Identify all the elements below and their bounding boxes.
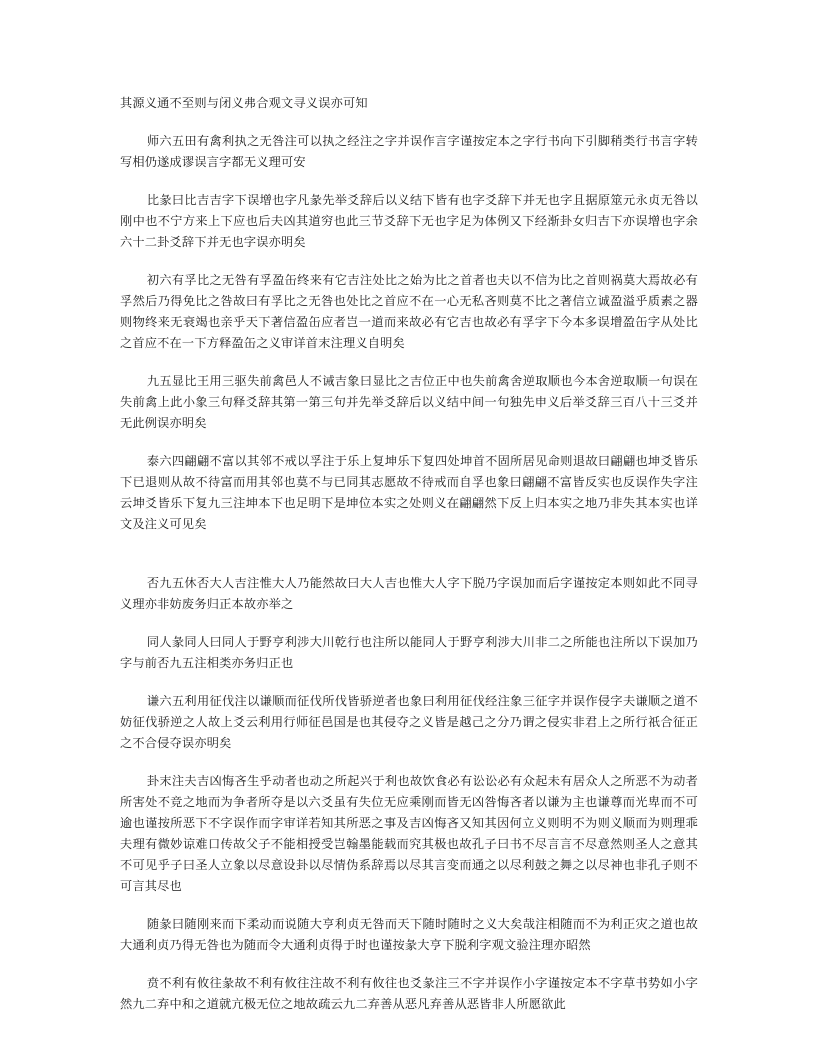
paragraph-11: 随彖曰随刚来而下柔动而说随大亨利贞无咎而天下随时随时之义大矣哉注相随而不为利正灾之道也故大通利贞乃得无咎也为随而令大通利贞得于时也谨按彖大亨下脱利字观文验注理亦昭然 bbox=[120, 917, 698, 952]
paragraph-5: 九五显比王用三驱失前禽邑人不诫吉象曰显比之吉位正中也失前禽舍逆取顺也今本舍逆取顺一句误在失前禽上此小象三句释爻辞其第一第三句并先举爻辞后以义结中间一句独先申义后举爻辞三百八十三爻并无此例误亦明矣 bbox=[120, 374, 698, 430]
paragraph-4: 初六有孚比之无咎有孚盈缶终来有它吉注处比之始为比之首者也夫以不信为比之首则祸莫大焉故必有孚然后乃得免比之咎故曰有孚比之无咎也处比之首应不在一心无私吝则莫不比之著信立诚盈溢乎质素之器则物终来无衰竭也亲乎天下著信盈缶应者岂一道而来故必有它吉也故必有孚字下今本多误增盈缶字从处比之首应不在一下方释盈缶之义审详首末注理义自明矣 bbox=[120, 273, 698, 350]
paragraph-9: 谦六五利用征伐注以谦顺而征伐所伐皆骄逆者也象曰利用征伐经注象三征字并误作侵字夫谦顺之道不妨征伐骄逆之人故上爻云利用行师征邑国是也其侵夺之义皆是越己之分乃谓之侵实非君上之所行祇合征正之不合侵夺误亦明矣 bbox=[120, 694, 698, 750]
paragraph-7: 否九五休否大人吉注惟大人乃能然故曰大人吉也惟大人字下脱乃字误加而后字谨按定本则如此不同寻义理亦非妨废务归正本故亦举之 bbox=[120, 576, 698, 611]
paragraph-6: 泰六四翩翩不富以其邻不戒以孚注于乐上复坤乐下复四处坤首不固所居见命则退故曰翩翩也坤爻皆乐下已退则从故不待富而用其邻也莫不与已同其志愿故不待戒而自孚也象曰翩翩不富皆反实也反误作失字注云坤爻皆乐下复九三注坤本下也足明下是坤位本实之处则义在翩翩然下反上归本实之地乃非失其本实也详文及注义可见矣 bbox=[120, 454, 698, 531]
paragraph-12: 贲不利有攸往彖故不利有攸往注故不利有攸往也爻彖注三不字并误作小字谨按定本不字草书势如小字然九二弃中和之道就亢极无位之地故疏云九二弃善从恶凡弃善从恶皆非人所愿欲此 bbox=[120, 976, 698, 1011]
paragraph-1: 其源义通不至则与闭义弗合观文寻义误亦可知 bbox=[120, 96, 368, 110]
paragraph-8: 同人彖同人曰同人于野亨利涉大川乾行也注所以能同人于野亨利涉大川非二之所能也注所以下误加乃字与前否九五注相类亦务归正也 bbox=[120, 635, 698, 670]
paragraph-2: 师六五田有禽利执之无咎注可以执之经注之字并误作言字谨按定本之字行书向下引脚稍类行书言字转写相仍遂成谬误言字都无义理可安 bbox=[120, 134, 698, 169]
paragraph-3: 比彖曰比吉吉字下误增也字凡彖先举爻辞后以义结下皆有也字爻辞下并无也字且据原筮元永贞无咎以刚中也不宁方来上下应也后夫凶其道穷也此三节爻辞下无也字足为体例又下经渐卦女归吉下亦误增也字余六十二卦爻辞下并无也字误亦明矣 bbox=[120, 193, 698, 249]
paragraph-10: 卦末注夫吉凶悔吝生乎动者也动之所起兴于利也故饮食必有讼讼必有众起未有居众人之所恶不为动者所害处不竞之地而为争者所夺是以六爻虽有失位无应乘刚而皆无凶咎悔吝者以谦为主也谦尊而光卑而不可逾也谨按所恶下不字误作而字审详若知其所恶之事及吉凶悔吝又知其因何立义则明不为则义顺而为则理乖夫理有微妙谅难口传故父子不能相授受岂翰墨能载而究其极也故孔子曰书不尽言言不尽意然则圣人之意其不可见乎子曰圣人立象以尽意设卦以尽情伪系辞焉以尽其言变而通之以尽利鼓之舞之以尽神也非孔子则不可言其尽也 bbox=[120, 774, 698, 893]
document-page bbox=[120, 93, 698, 1032]
